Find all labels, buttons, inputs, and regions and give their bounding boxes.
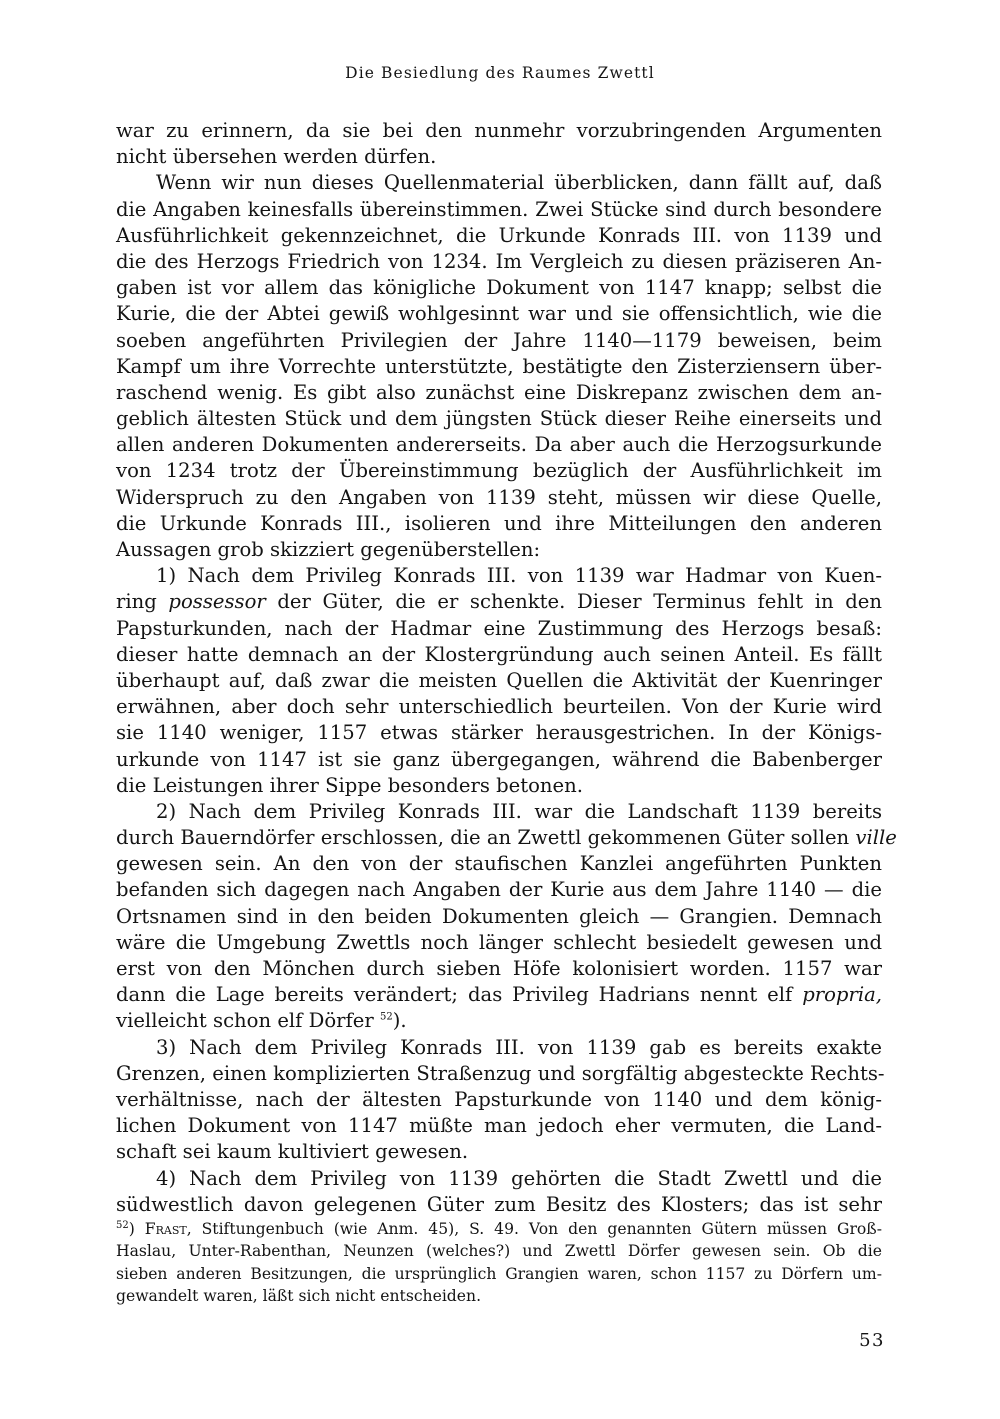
text-segment: ). <box>392 1009 407 1033</box>
text-line: von 1234 trotz der Übereinstimmung bezüglich der Ausführlichkeit im <box>116 459 882 483</box>
footnote-52-line <box>116 1218 882 1240</box>
author-name: Frast <box>144 1220 187 1238</box>
footnote-number: 52 <box>116 1219 129 1231</box>
footnote-line: sieben anderen Besitzungen, die ursprünglich Grangien waren, schon 1157 zu Dörfern um- <box>116 1264 882 1283</box>
text-line: verhältnisse, nach der ältesten Papsturkunde von 1140 und dem könig- <box>116 1087 882 1111</box>
text-line-with-italic <box>116 589 882 615</box>
text-line: allen anderen Dokumenten andererseits. Da aber auch die Herzogsurkunde <box>116 433 882 457</box>
text-line: südwestlich davon gelegenen Güter zum Besitz des Klosters; das ist sehr <box>116 1192 882 1216</box>
text-segment: , Stiftungenbuch (wie Anm. 45), S. 49. Von den genannten Gütern müssen Groß- <box>186 1220 882 1238</box>
text-line: raschend wenig. Es gibt also zunächst eine Diskrepanz zwischen dem an- <box>116 380 882 404</box>
text-line-with-footnote-ref <box>116 1008 882 1034</box>
footnote-line: Haslau, Unter-Rabenthan, Neunzen (welches?) und Zwettl Dörfer gewesen sein. Ob die <box>116 1242 882 1261</box>
text-line: soeben angeführten Privilegien der Jahre 1140—1179 beweisen, beim <box>116 328 882 352</box>
text-line: Kurie, die der Abtei gewiß wohlgesinnt war und sie offensichtlich, wie die <box>116 302 882 326</box>
text-line: Aussagen grob skizziert gegenüberstellen: <box>116 538 541 561</box>
text-line: urkunde von 1147 ist sie ganz übergegangen, während die Babenberger <box>116 747 882 771</box>
text-line-with-italic <box>116 825 897 851</box>
text-line: sie 1140 weniger, 1157 etwas stärker herausgestrichen. In der Königs- <box>116 721 882 745</box>
footnote-reference: 52 <box>379 1011 393 1023</box>
text-line: Ortsnamen sind in den beiden Dokumenten gleich — Grangien. Demnach <box>116 904 882 928</box>
text-line: wäre die Umgebung Zwettls noch länger schlecht besiedelt gewesen und <box>116 930 882 954</box>
list-item-4-start-line: 4) Nach dem Privileg von 1139 gehörten die Stadt Zwettl und die <box>156 1166 882 1190</box>
text-line: Papsturkunden, nach der Hadmar eine Zustimmung des Herzogs besaß: <box>116 616 882 640</box>
text-line: erst von den Mönchen durch sieben Höfe kolonisiert worden. 1157 war <box>116 957 882 980</box>
text-line: gaben ist vor allem das königliche Dokument von 1147 knapp; selbst die <box>116 276 882 300</box>
text-line: Widerspruch zu den Angaben von 1139 steht, müssen wir diese Quelle, <box>116 485 882 509</box>
italic-term-ville: ville <box>855 826 897 850</box>
text-line: gewesen sein. An den von der staufischen Kanzlei angeführten Punkten <box>116 852 882 876</box>
text-line: Kampf um ihre Vorrechte unterstützte, bestätigte den Zisterziensern über- <box>116 354 882 378</box>
text-line: erwähnen, aber doch sehr unterschiedlich beurteilen. Von der Kurie wird <box>116 695 882 719</box>
text-segment: durch Bauerndörfer erschlossen, die an Zwettl gekommenen Güter sollen <box>116 826 856 850</box>
text-line: die Urkunde Konrads III., isolieren und ihre Mitteilungen den anderen <box>116 511 882 535</box>
text-line: die Leistungen ihrer Sippe besonders betonen. <box>116 773 583 797</box>
text-line: Grenzen, einen komplizierten Straßenzug und sorgfältig abgesteckte Rechts- <box>116 1061 885 1085</box>
text-line-with-italic <box>116 982 882 1008</box>
list-item-1-start-line: 1) Nach dem Privileg Konrads III. von 1139 war Hadmar von Kuen- <box>156 564 882 588</box>
list-item-3-start-line: 3) Nach dem Privileg Konrads III. von 1139 gab es bereits exakte <box>156 1035 882 1059</box>
text-line: lichen Dokument von 1147 müßte man jedoch eher vermuten, die Land- <box>116 1114 882 1138</box>
text-line: geblich ältesten Stück und dem jüngsten Stück dieser Reihe einerseits und <box>116 407 882 431</box>
text-line: befanden sich dagegen nach Angaben der Kurie aus dem Jahre 1140 — die <box>116 878 882 902</box>
body-text <box>116 118 897 1218</box>
paragraph-start-line: Wenn wir nun dieses Quellenmaterial überblicken, dann fällt auf, daß <box>156 171 882 195</box>
text-segment: dann die Lage bereits verändert; das Privileg Hadrians nennt elf <box>116 983 803 1007</box>
footnote-line: gewandelt waren, läßt sich nicht entscheiden. <box>116 1287 482 1306</box>
list-item-2-start-line: 2) Nach dem Privileg Konrads III. war die Landschaft 1139 bereits <box>156 799 882 823</box>
text-line: war zu erinnern, da sie bei den nunmehr vorzubringenden Argumenten <box>116 119 882 142</box>
text-line: nicht übersehen werden dürfen. <box>116 145 437 169</box>
page-number: 53 <box>859 1330 885 1351</box>
text-segment: vielleicht schon elf Dörfer <box>116 1009 380 1033</box>
text-segment: ) <box>128 1220 145 1238</box>
footnotes <box>116 1218 882 1308</box>
text-line: schaft sei kaum kultiviert gewesen. <box>116 1140 469 1164</box>
text-line: überhaupt auf, daß zwar die meisten Quellen die Aktivität der Kuenringer <box>116 668 882 692</box>
text-line: dieser hatte demnach an der Klostergründung auch seinen Anteil. Es fällt <box>116 642 882 666</box>
running-header: Die Besiedlung des Raumes Zwettl <box>345 64 655 82</box>
text-line: die des Herzogs Friedrich von 1234. Im Vergleich zu diesen präziseren An- <box>116 249 882 273</box>
text-line: die Angaben keinesfalls übereinstimmen. Zwei Stücke sind durch besondere <box>116 197 882 221</box>
italic-term-possessor: possessor <box>168 590 266 614</box>
italic-term-propria: propria, <box>802 983 882 1007</box>
text-segment: der Güter, die er schenkte. Dieser Terminus fehlt in den <box>265 590 882 614</box>
text-line: Ausführlichkeit gekennzeichnet, die Urkunde Konrads III. von 1139 und <box>116 223 882 247</box>
text-segment: ring <box>116 590 169 614</box>
